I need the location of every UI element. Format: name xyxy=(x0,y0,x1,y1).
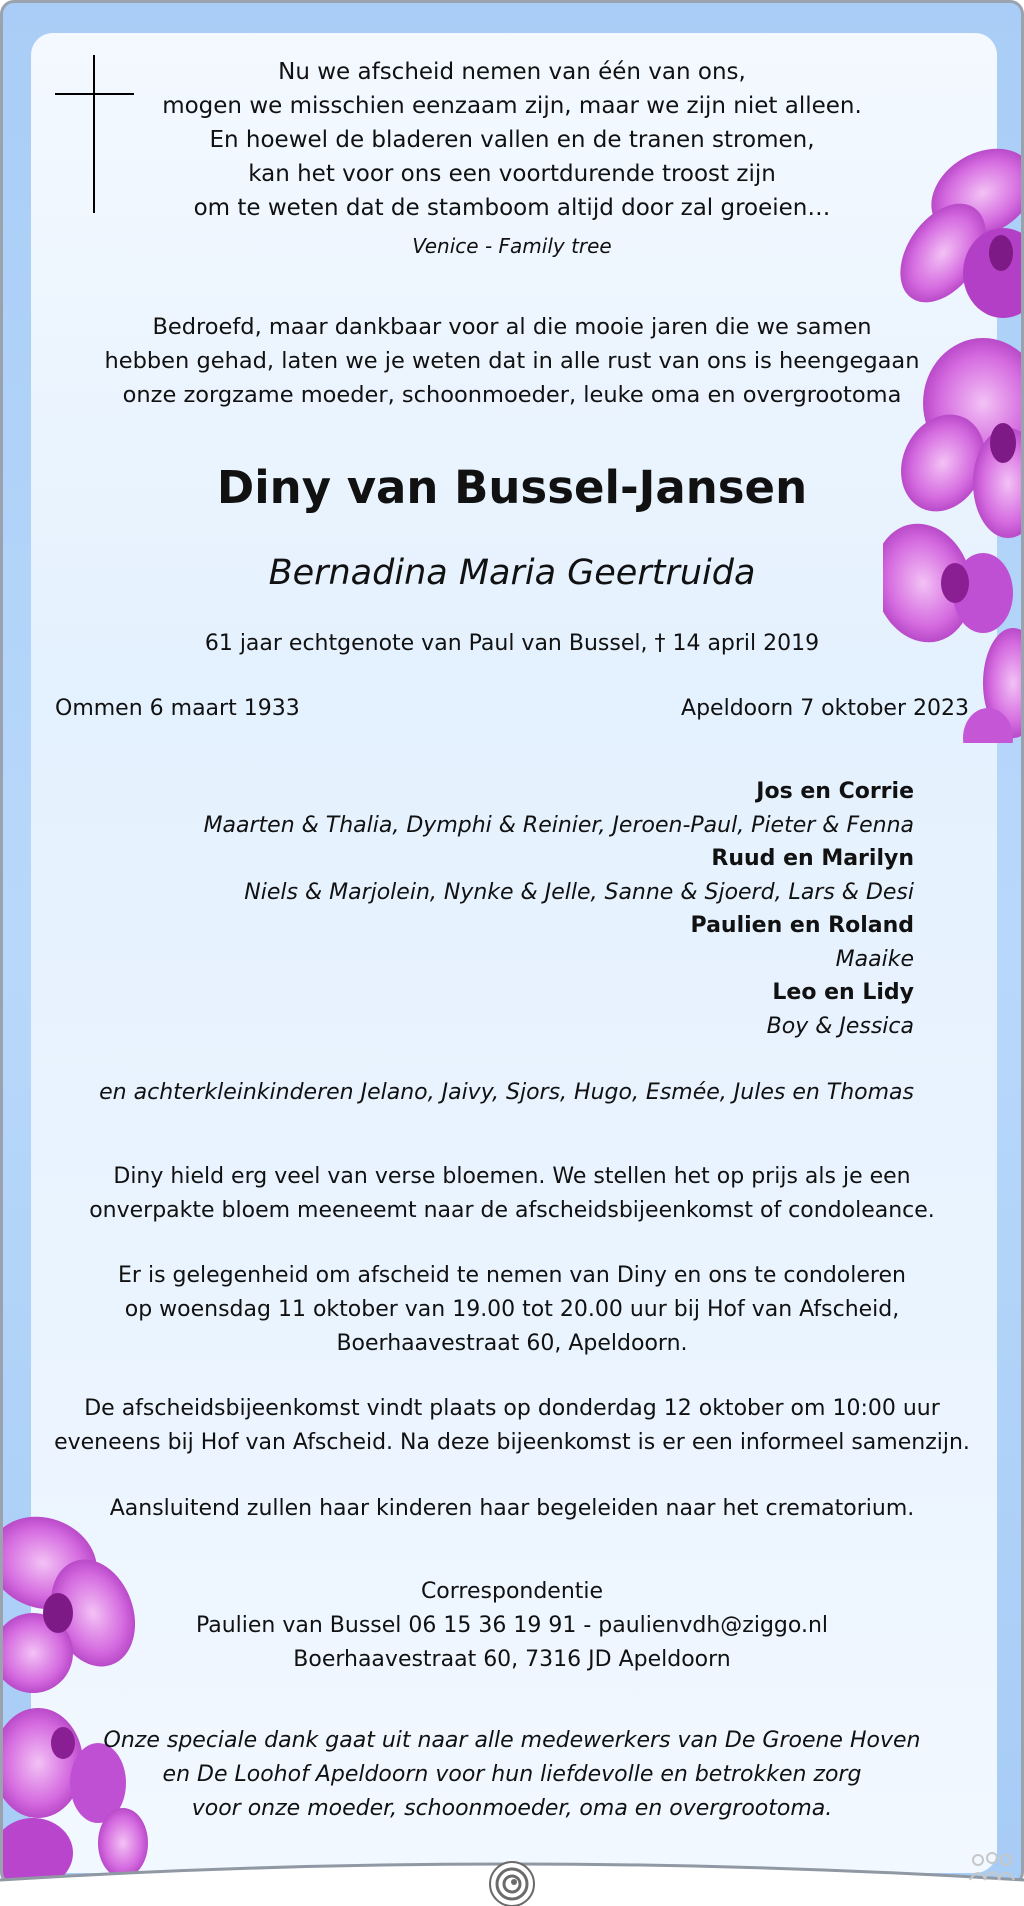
announcement-line: hebben gehad, laten we je weten dat in alle rust van ons is heengegaan xyxy=(104,348,920,374)
announcement xyxy=(0,310,1024,412)
correspondence xyxy=(0,1575,1024,1677)
thanks-line: voor onze moeder, schoonmoeder, oma en overgrootoma. xyxy=(191,1796,833,1821)
flowers-paragraph xyxy=(0,1160,1024,1228)
thanks-paragraph xyxy=(0,1724,1024,1826)
crematorium-paragraph: Aansluitend zullen haar kinderen haar begeleiden naar het crematorium. xyxy=(109,1496,915,1521)
paragraph-line: Er is gelegenheid om afscheid te nemen van Diny en ons te condoleren xyxy=(118,1263,906,1288)
paragraph-line: op woensdag 11 oktober van 19.00 tot 20.00 uur bij Hof van Afscheid, xyxy=(124,1297,900,1322)
ceremony-paragraph xyxy=(0,1392,1024,1460)
family-children: Boy & Jessica xyxy=(766,1013,914,1039)
poem-line: om te weten dat de stamboom altijd door zal groeien… xyxy=(193,195,831,221)
deceased-given-names: Bernadina Maria Geertruida xyxy=(268,553,756,593)
family-member-name: Paulien en Roland xyxy=(690,913,914,938)
poem-line: kan het voor ons een voortdurende troost zijn xyxy=(248,161,776,187)
correspondence-contact: Paulien van Bussel 06 15 36 19 91 - paulienvdh@ziggo.nl xyxy=(195,1613,829,1638)
footer-arc xyxy=(0,1840,1024,1906)
family-children: Maarten & Thalia, Dymphi & Reinier, Jeroen-Paul, Pieter & Fenna xyxy=(203,812,914,838)
correspondence-address: Boerhaavestraat 60, 7316 JD Apeldoorn xyxy=(293,1647,731,1672)
visitation-paragraph xyxy=(0,1259,1024,1361)
poem xyxy=(0,55,1024,225)
correspondence-title: Correspondentie xyxy=(420,1579,604,1604)
paragraph-line: Boerhaavestraat 60, Apeldoorn. xyxy=(336,1331,688,1356)
poem-attribution: Venice - Family tree xyxy=(412,234,612,258)
paragraph-line: Diny hield erg veel van verse bloemen. We stellen het op prijs als je een xyxy=(113,1164,911,1189)
death-date: Apeldoorn 7 oktober 2023 xyxy=(681,696,969,721)
paragraph-line: eveneens bij Hof van Afscheid. Na deze bijeenkomst is er een informeel samenzijn. xyxy=(54,1430,970,1455)
deceased-name: Diny van Bussel-Jansen xyxy=(216,461,808,514)
rose-logo-icon xyxy=(490,1862,534,1906)
family-children: Maaike xyxy=(835,946,914,972)
paragraph-line: De afscheidsbijeenkomst vindt plaats op donderdag 12 oktober om 10:00 uur xyxy=(84,1396,940,1421)
family-children: Niels & Marjolein, Nynke & Jelle, Sanne & Sjoerd, Lars & Desi xyxy=(244,879,914,905)
poem-line: mogen we misschien eenzaam zijn, maar we zijn niet alleen. xyxy=(162,93,862,119)
poem-line: Nu we afscheid nemen van één van ons, xyxy=(278,59,746,85)
announcement-line: onze zorgzame moeder, schoonmoeder, leuke oma en overgrootoma xyxy=(122,382,902,408)
family-member-name: Leo en Lidy xyxy=(772,980,914,1005)
family-list xyxy=(204,775,914,1043)
great-grandchildren: en achterkleinkinderen Jelano, Jaivy, Sjors, Hugo, Esmée, Jules en Thomas xyxy=(99,1080,914,1105)
paragraph-line: onverpakte bloem meeneemt naar de afscheidsbijeenkomst of condoleance. xyxy=(89,1198,935,1223)
thanks-line: en De Loohof Apeldoorn voor hun liefdevolle en betrokken zorg xyxy=(162,1762,862,1787)
family-member-name: Ruud en Marilyn xyxy=(711,846,914,871)
thanks-line: Onze speciale dank gaat uit naar alle medewerkers van De Groene Hoven xyxy=(103,1728,921,1753)
spouse-line: 61 jaar echtgenote van Paul van Bussel, † 14 april 2019 xyxy=(204,631,820,656)
announcement-line: Bedroefd, maar dankbaar voor al die mooie jaren die we samen xyxy=(152,314,872,340)
orchid-decoration-bottom-left xyxy=(3,1503,163,1883)
poem-line: En hoewel de bladeren vallen en de tranen stromen, xyxy=(209,127,815,153)
family-member-name: Jos en Corrie xyxy=(756,779,914,804)
birth-date: Ommen 6 maart 1933 xyxy=(55,696,300,721)
